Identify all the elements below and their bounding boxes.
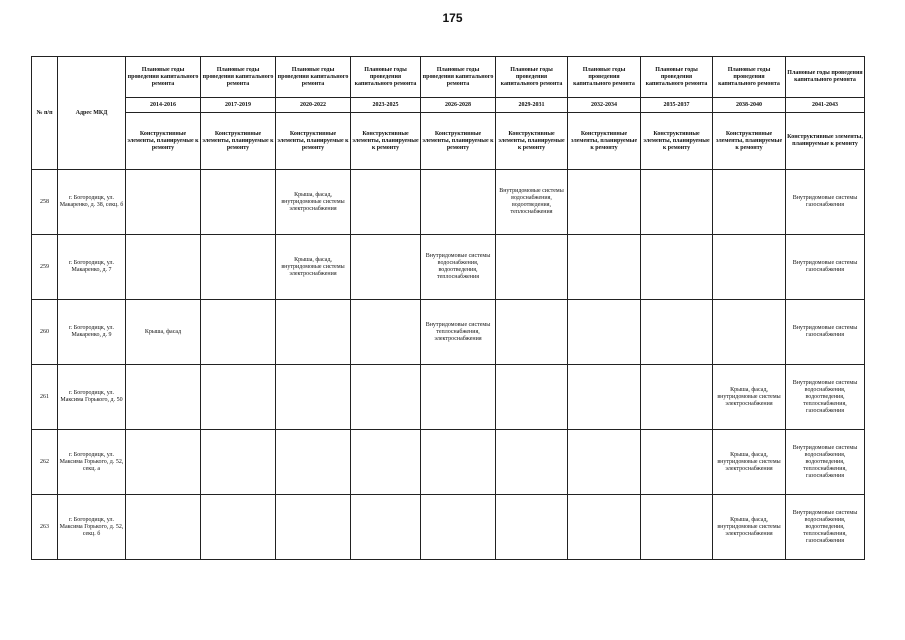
- row-number: 259: [32, 235, 58, 300]
- period-title: Плановые годы проведения капитального ремонта: [713, 57, 786, 98]
- repair-elements-cell: Внутридомовые системы теплоснабжения, электроснабжения: [421, 300, 496, 365]
- repair-elements-cell: [201, 170, 276, 235]
- repair-elements-cell: Крыша, фасад, внутридомовые системы электроснабжения: [276, 170, 351, 235]
- repair-elements-cell: [496, 300, 568, 365]
- period-title: Плановые годы проведения капитального ремонта: [126, 57, 201, 98]
- year-range: 2032-2034: [568, 98, 641, 113]
- repair-elements-cell: [126, 365, 201, 430]
- repair-elements-cell: [351, 430, 421, 495]
- repair-elements-cell: Внутридомовые системы водоснабжения, водоотведения, теплоснабжения, газоснабжения: [786, 365, 865, 430]
- repair-elements-cell: [496, 235, 568, 300]
- year-range: 2041-2043: [786, 98, 865, 113]
- period-title: Плановые годы проведения капитального ремонта: [276, 57, 351, 98]
- table-row: [32, 170, 865, 235]
- elements-label: Конструктивные элементы, планируемые к ремонту: [126, 113, 201, 170]
- elements-label: Конструктивные элементы, планируемые к ремонту: [786, 113, 865, 170]
- repair-elements-cell: [568, 170, 641, 235]
- year-range: 2017-2019: [201, 98, 276, 113]
- row-number: 263: [32, 495, 58, 560]
- table-row: [32, 365, 865, 430]
- address-header: Адрес МКД: [58, 57, 126, 170]
- repair-elements-cell: Внутридомовые системы газоснабжения: [786, 170, 865, 235]
- elements-label: Конструктивные элементы, планируемые к ремонту: [421, 113, 496, 170]
- repair-elements-cell: [496, 495, 568, 560]
- repair-elements-cell: [641, 235, 713, 300]
- header-elements-row: [32, 113, 865, 170]
- repair-elements-cell: [201, 365, 276, 430]
- period-title: Плановые годы проведения капитального ремонта: [568, 57, 641, 98]
- repair-elements-cell: Внутридомовые системы водоснабжения, водоотведения, теплоснабжения: [421, 235, 496, 300]
- repair-elements-cell: [276, 495, 351, 560]
- year-range: 2020-2022: [276, 98, 351, 113]
- repair-elements-cell: [421, 365, 496, 430]
- period-title: Плановые годы проведения капитального ремонта: [496, 57, 568, 98]
- repair-elements-cell: [201, 430, 276, 495]
- repair-elements-cell: [641, 430, 713, 495]
- repair-elements-cell: Внутридомовые системы водоснабжения, водоотведения, теплоснабжения, газоснабжения: [786, 495, 865, 560]
- repair-elements-cell: Крыша, фасад, внутридомовые системы электроснабжения: [713, 495, 786, 560]
- repair-elements-cell: Внутридомовые системы водоснабжения, водоотведения, теплоснабжения: [496, 170, 568, 235]
- period-title: Плановые годы проведения капитального ремонта: [421, 57, 496, 98]
- repair-elements-cell: Крыша, фасад, внутридомовые системы электроснабжения: [713, 365, 786, 430]
- repair-elements-cell: [351, 235, 421, 300]
- table-row: [32, 495, 865, 560]
- repair-elements-cell: [713, 170, 786, 235]
- elements-label: Конструктивные элементы, планируемые к ремонту: [568, 113, 641, 170]
- repair-elements-cell: [496, 365, 568, 430]
- repair-elements-cell: [713, 300, 786, 365]
- repair-elements-cell: Внутридомовые системы газоснабжения: [786, 235, 865, 300]
- repair-elements-cell: [568, 300, 641, 365]
- repair-elements-cell: [421, 430, 496, 495]
- repair-elements-cell: [201, 235, 276, 300]
- page-number: 175: [442, 11, 463, 25]
- repair-elements-cell: [713, 235, 786, 300]
- address-cell: г. Богородицк, ул. Максима Горького, д. 52, секц. а: [58, 430, 126, 495]
- repair-elements-cell: [641, 170, 713, 235]
- repair-elements-cell: [126, 430, 201, 495]
- repair-elements-cell: [496, 430, 568, 495]
- table-row: [32, 430, 865, 495]
- repair-elements-cell: [201, 495, 276, 560]
- repair-elements-cell: Крыша, фасад: [126, 300, 201, 365]
- repair-elements-cell: [276, 365, 351, 430]
- year-range: 2029-2031: [496, 98, 568, 113]
- repair-schedule-table: [31, 56, 865, 560]
- period-title: Плановые годы проведения капитального ремонта: [201, 57, 276, 98]
- elements-label: Конструктивные элементы, планируемые к ремонту: [641, 113, 713, 170]
- repair-elements-cell: Внутридомовые системы газоснабжения: [786, 300, 865, 365]
- repair-elements-cell: [568, 365, 641, 430]
- year-range: 2014-2016: [126, 98, 201, 113]
- repair-elements-cell: [641, 365, 713, 430]
- repair-elements-cell: Крыша, фасад, внутридомовые системы электроснабжения: [713, 430, 786, 495]
- year-range: 2023-2025: [351, 98, 421, 113]
- elements-label: Конструктивные элементы, планируемые к ремонту: [351, 113, 421, 170]
- elements-label: Конструктивные элементы, планируемые к ремонту: [496, 113, 568, 170]
- year-range: 2038-2040: [713, 98, 786, 113]
- address-cell: г. Богородицк, ул. Максима Горького, д. 52, секц. б: [58, 495, 126, 560]
- address-cell: г. Богородицк, ул. Макаренко, д. 7: [58, 235, 126, 300]
- row-number: 258: [32, 170, 58, 235]
- repair-elements-cell: [641, 495, 713, 560]
- repair-elements-cell: [126, 235, 201, 300]
- repair-elements-cell: Внутридомовые системы водоснабжения, водоотведения, теплоснабжения, газоснабжения: [786, 430, 865, 495]
- row-number: 261: [32, 365, 58, 430]
- period-title: Плановые годы проведения капитального ремонта: [351, 57, 421, 98]
- repair-elements-cell: [126, 495, 201, 560]
- repair-elements-cell: [351, 300, 421, 365]
- table-row: [32, 235, 865, 300]
- repair-elements-cell: [351, 170, 421, 235]
- repair-elements-cell: [351, 365, 421, 430]
- repair-elements-cell: Крыша, фасад, внутридомовые системы электроснабжения: [276, 235, 351, 300]
- header-years-row: [32, 98, 865, 113]
- address-cell: г. Богородицк, ул. Макаренко, д. 9: [58, 300, 126, 365]
- elements-label: Конструктивные элементы, планируемые к ремонту: [276, 113, 351, 170]
- repair-elements-cell: [126, 170, 201, 235]
- repair-elements-cell: [568, 430, 641, 495]
- period-title: Плановые годы проведения капитального ремонта: [641, 57, 713, 98]
- repair-elements-cell: [568, 495, 641, 560]
- repair-elements-cell: [421, 170, 496, 235]
- address-cell: г. Богородицк, ул. Макаренко, д. 38, секц. б: [58, 170, 126, 235]
- repair-elements-cell: [276, 300, 351, 365]
- address-cell: г. Богородицк, ул. Максима Горького, д. 50: [58, 365, 126, 430]
- repair-elements-cell: [276, 430, 351, 495]
- num-header: № п/п: [32, 57, 58, 170]
- year-range: 2026-2028: [421, 98, 496, 113]
- repair-elements-cell: [641, 300, 713, 365]
- repair-elements-cell: [568, 235, 641, 300]
- elements-label: Конструктивные элементы, планируемые к ремонту: [201, 113, 276, 170]
- repair-elements-cell: [351, 495, 421, 560]
- header-title-row: [32, 57, 865, 98]
- period-title: Плановые годы проведения капитального ремонта: [786, 57, 865, 98]
- elements-label: Конструктивные элементы, планируемые к ремонту: [713, 113, 786, 170]
- repair-elements-cell: [201, 300, 276, 365]
- repair-elements-cell: [421, 495, 496, 560]
- table-row: [32, 300, 865, 365]
- row-number: 260: [32, 300, 58, 365]
- year-range: 2035-2037: [641, 98, 713, 113]
- row-number: 262: [32, 430, 58, 495]
